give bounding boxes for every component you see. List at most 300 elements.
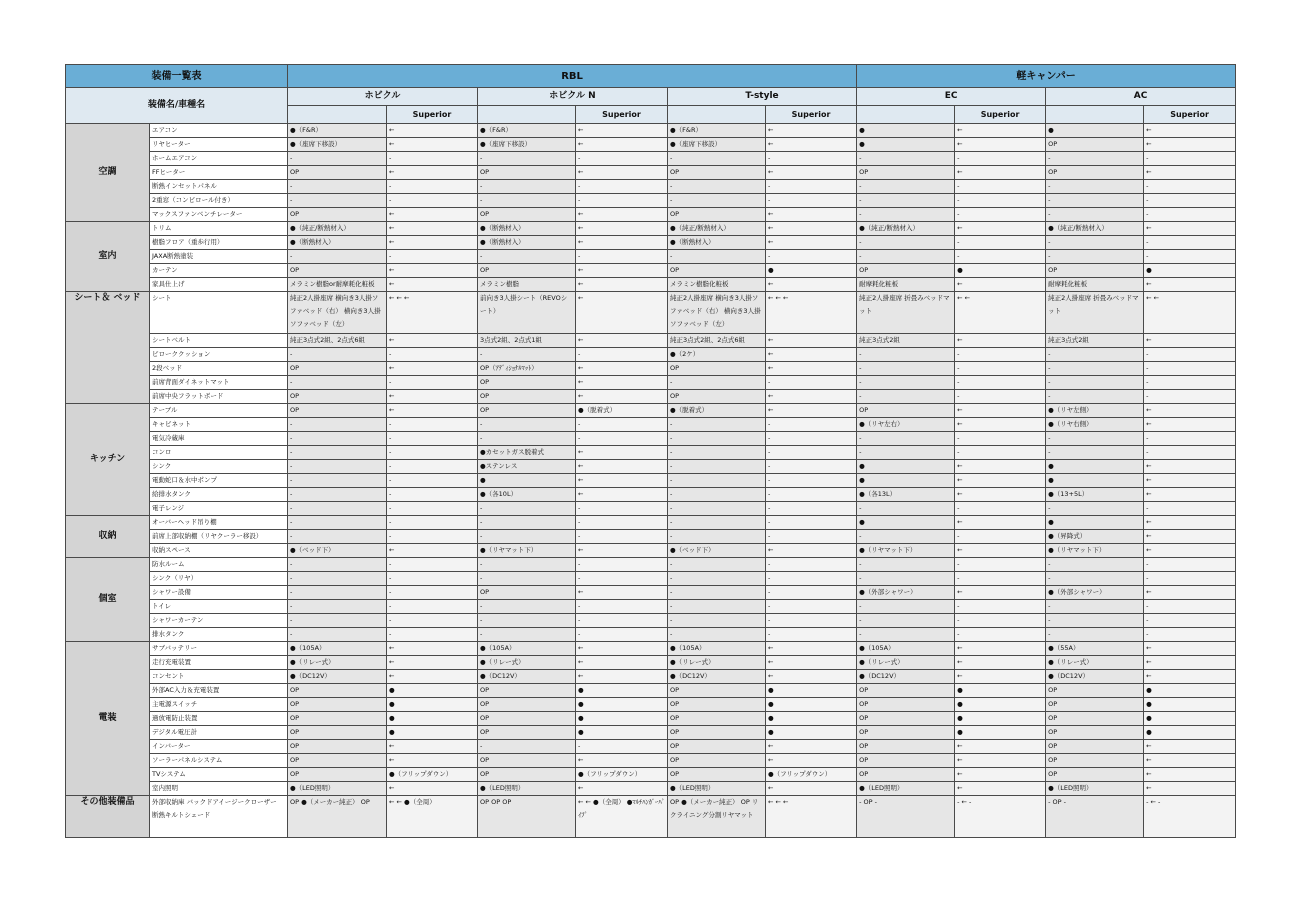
value-cell: - xyxy=(955,362,1046,376)
std-spacer xyxy=(1046,106,1144,124)
value-cell: - xyxy=(1046,390,1144,404)
value-cell: ●（105A） xyxy=(288,642,387,656)
value-cell: ●（F&R） xyxy=(668,124,766,138)
value-cell: OP xyxy=(288,362,387,376)
value-cell: - xyxy=(766,530,857,544)
category-label: キッチン xyxy=(66,404,150,516)
value-cell: ●（フリップダウン） xyxy=(766,768,857,782)
table-row xyxy=(66,376,1236,390)
table-row xyxy=(66,726,1236,740)
value-cell: OP xyxy=(1046,726,1144,740)
superior-header: Superior xyxy=(955,106,1046,124)
table-row xyxy=(66,418,1236,432)
value-cell: ← xyxy=(387,740,478,754)
item-name: キャビネット xyxy=(150,418,288,432)
table-row xyxy=(66,166,1236,180)
item-name: 樹脂フロア（重歩行用） xyxy=(150,236,288,250)
value-cell: ● xyxy=(1046,460,1144,474)
value-cell: ●（純正/断熱材入） xyxy=(857,222,955,236)
value-cell: ●（LED照明） xyxy=(478,782,576,796)
value-cell: ●カセットガス脱着式 xyxy=(478,446,576,460)
value-cell: ●（脱着式） xyxy=(576,404,668,418)
value-cell: OP xyxy=(668,166,766,180)
value-cell: - xyxy=(1144,362,1236,376)
value-cell: ← xyxy=(955,460,1046,474)
value-cell: ● xyxy=(478,474,576,488)
value-cell: ← xyxy=(766,124,857,138)
value-cell: - xyxy=(387,516,478,530)
value-cell: - xyxy=(668,180,766,194)
value-cell: - xyxy=(576,194,668,208)
table-row xyxy=(66,446,1236,460)
value-cell: ← xyxy=(766,166,857,180)
value-cell: 純正3点式2組 xyxy=(857,334,955,348)
value-cell: - xyxy=(1144,376,1236,390)
value-cell: ● xyxy=(857,516,955,530)
value-cell: OP xyxy=(857,264,955,278)
value-cell: - xyxy=(857,600,955,614)
value-cell: OP xyxy=(288,684,387,698)
value-cell: - xyxy=(1144,236,1236,250)
value-cell: 純正2人掛座席 折畳みベッドマット xyxy=(1046,292,1144,334)
value-cell: ← xyxy=(955,642,1046,656)
value-cell: - xyxy=(478,180,576,194)
value-cell: ← xyxy=(955,334,1046,348)
value-cell: ← xyxy=(766,362,857,376)
value-cell: ● xyxy=(1144,726,1236,740)
value-cell: - xyxy=(387,600,478,614)
value-cell: ●（DC12V） xyxy=(668,670,766,684)
table-row xyxy=(66,544,1236,558)
item-name: ホームエアコン xyxy=(150,152,288,166)
value-cell: OP xyxy=(668,712,766,726)
value-cell: - xyxy=(1046,628,1144,642)
table-row xyxy=(66,670,1236,684)
value-cell: - xyxy=(766,250,857,264)
name-label-header: 装備名/車種名 xyxy=(66,88,288,124)
value-cell: - xyxy=(668,460,766,474)
value-cell: - xyxy=(478,194,576,208)
value-cell: - xyxy=(1046,208,1144,222)
value-cell: - OP - xyxy=(1046,796,1144,838)
value-cell: - xyxy=(668,488,766,502)
value-cell: ← xyxy=(955,124,1046,138)
value-cell: - xyxy=(288,600,387,614)
value-cell: - xyxy=(668,418,766,432)
value-cell: - xyxy=(668,194,766,208)
value-cell: ← xyxy=(766,544,857,558)
value-cell: - xyxy=(766,418,857,432)
value-cell: - xyxy=(387,502,478,516)
value-cell: ● xyxy=(955,726,1046,740)
value-cell: - xyxy=(668,250,766,264)
value-cell: ●（DC12V） xyxy=(1046,670,1144,684)
value-cell: ●（リレー式） xyxy=(857,656,955,670)
value-cell: ← xyxy=(1144,222,1236,236)
value-cell: OP xyxy=(668,698,766,712)
item-name: JAXA断熱塗装 xyxy=(150,250,288,264)
value-cell: ← xyxy=(576,656,668,670)
value-cell: ← xyxy=(955,488,1046,502)
value-cell: OP xyxy=(288,264,387,278)
item-name: 過放電防止装置 xyxy=(150,712,288,726)
value-cell: OP xyxy=(478,698,576,712)
value-cell: - xyxy=(387,194,478,208)
value-cell: 純正2人掛座席 折畳みベッドマット xyxy=(857,292,955,334)
value-cell: - xyxy=(576,628,668,642)
table-row xyxy=(66,390,1236,404)
value-cell: - xyxy=(857,152,955,166)
value-cell: ← xyxy=(766,754,857,768)
value-cell: ● xyxy=(576,698,668,712)
value-cell: ← xyxy=(1144,166,1236,180)
value-cell: ← xyxy=(576,376,668,390)
value-cell: ← xyxy=(387,656,478,670)
value-cell: - xyxy=(857,558,955,572)
value-cell: ← xyxy=(576,474,668,488)
value-cell: ●（脱着式） xyxy=(668,404,766,418)
value-cell: ← xyxy=(1144,754,1236,768)
value-cell: ●（2ケ） xyxy=(668,348,766,362)
value-cell: - xyxy=(478,740,576,754)
value-cell: - xyxy=(288,516,387,530)
category-label: 電装 xyxy=(66,642,150,796)
value-cell: ●（105A） xyxy=(478,642,576,656)
value-cell: OP xyxy=(478,166,576,180)
value-cell: - xyxy=(955,236,1046,250)
value-cell: - xyxy=(955,208,1046,222)
value-cell: ●（LED照明） xyxy=(857,782,955,796)
value-cell: ← xyxy=(1144,740,1236,754)
item-name: 給排水タンク xyxy=(150,488,288,502)
value-cell: ●（13+5L） xyxy=(1046,488,1144,502)
value-cell: OP xyxy=(668,208,766,222)
value-cell: ●（断熱材入） xyxy=(478,222,576,236)
table-row xyxy=(66,222,1236,236)
value-cell: OP xyxy=(1046,264,1144,278)
value-cell: OP xyxy=(478,684,576,698)
value-cell: - xyxy=(387,572,478,586)
value-cell: - xyxy=(288,432,387,446)
value-cell: 純正3点式2組、2点式6組 xyxy=(288,334,387,348)
value-cell: ● xyxy=(387,698,478,712)
table-row xyxy=(66,768,1236,782)
value-cell: ← xyxy=(576,754,668,768)
category-label: 室内 xyxy=(66,222,150,292)
value-cell: ← xyxy=(955,222,1046,236)
value-cell: OP xyxy=(288,726,387,740)
item-name: 前席上部収納棚（リヤクーラー移設） xyxy=(150,530,288,544)
value-cell: OP xyxy=(668,684,766,698)
value-cell: - xyxy=(288,250,387,264)
value-cell: ← xyxy=(1144,586,1236,600)
table-row xyxy=(66,600,1236,614)
value-cell: ●（リヤ左右） xyxy=(857,418,955,432)
value-cell: - xyxy=(766,376,857,390)
std-spacer xyxy=(288,106,387,124)
value-cell: - xyxy=(955,152,1046,166)
value-cell: OP xyxy=(288,740,387,754)
value-cell: - xyxy=(857,194,955,208)
value-cell: - xyxy=(1144,614,1236,628)
value-cell: - xyxy=(955,572,1046,586)
value-cell: - xyxy=(1144,432,1236,446)
value-cell: - xyxy=(576,250,668,264)
value-cell: ← xyxy=(1144,488,1236,502)
value-cell: OP xyxy=(478,390,576,404)
table-row xyxy=(66,488,1236,502)
value-cell: 純正2人掛座席 横向き3人掛ソファベッド（右） 横向き3人掛ソファベッド（左） xyxy=(668,292,766,334)
value-cell: OP xyxy=(478,404,576,418)
value-cell: - xyxy=(1046,558,1144,572)
table-row xyxy=(66,124,1236,138)
value-cell: - xyxy=(857,432,955,446)
value-cell: - xyxy=(955,432,1046,446)
value-cell: ● xyxy=(857,474,955,488)
value-cell: OP xyxy=(857,404,955,418)
value-cell: - xyxy=(857,208,955,222)
value-cell: OP xyxy=(478,586,576,600)
table-row xyxy=(66,404,1236,418)
value-cell: OP xyxy=(668,768,766,782)
value-cell: - xyxy=(478,614,576,628)
item-name: 主電源スイッチ xyxy=(150,698,288,712)
value-cell: - xyxy=(857,572,955,586)
value-cell: ← xyxy=(766,138,857,152)
table-row xyxy=(66,278,1236,292)
item-name: 電気冷蔵庫 xyxy=(150,432,288,446)
value-cell: ● xyxy=(1046,124,1144,138)
value-cell: ●（断熱材入） xyxy=(288,236,387,250)
value-cell: - xyxy=(668,474,766,488)
value-cell: OP xyxy=(478,768,576,782)
value-cell: ●（リレー式） xyxy=(668,656,766,670)
value-cell: - xyxy=(387,376,478,390)
value-cell: ← xyxy=(955,166,1046,180)
value-cell: - xyxy=(955,390,1046,404)
value-cell: - xyxy=(857,390,955,404)
group-header-rbl: RBL xyxy=(288,65,857,88)
value-cell: - xyxy=(576,152,668,166)
value-cell: - xyxy=(857,614,955,628)
superior-header: Superior xyxy=(576,106,668,124)
value-cell: ← xyxy=(955,278,1046,292)
value-cell: - xyxy=(1144,348,1236,362)
value-cell: - ← - xyxy=(955,796,1046,838)
category-label: 個室 xyxy=(66,558,150,642)
value-cell: ●（外部シャワー） xyxy=(857,586,955,600)
value-cell: - xyxy=(668,152,766,166)
model-header: ホビクル N xyxy=(478,88,668,106)
value-cell: ● xyxy=(857,138,955,152)
value-cell: OP xyxy=(1046,684,1144,698)
value-cell: ●（LED照明） xyxy=(1046,782,1144,796)
value-cell: ← xyxy=(576,460,668,474)
value-cell: - xyxy=(288,348,387,362)
value-cell: ← xyxy=(1144,474,1236,488)
category-label: 収納 xyxy=(66,516,150,558)
value-cell: ●（各10L） xyxy=(478,488,576,502)
value-cell: OP xyxy=(857,698,955,712)
value-cell: - xyxy=(766,516,857,530)
item-name: エアコン xyxy=(150,124,288,138)
value-cell: ← xyxy=(576,208,668,222)
value-cell: ● xyxy=(387,712,478,726)
value-cell: ●（リヤマット下） xyxy=(1046,544,1144,558)
table-row xyxy=(66,292,1236,334)
model-header: T-style xyxy=(668,88,857,106)
value-cell: OP xyxy=(668,740,766,754)
value-cell: ●（ベッド下） xyxy=(288,544,387,558)
value-cell: ← xyxy=(1144,544,1236,558)
value-cell: ● xyxy=(766,726,857,740)
value-cell: ●（各13L） xyxy=(857,488,955,502)
value-cell: - xyxy=(387,586,478,600)
value-cell: OP xyxy=(288,390,387,404)
value-cell: OP xyxy=(288,208,387,222)
value-cell: ●（DC12V） xyxy=(857,670,955,684)
std-spacer xyxy=(478,106,576,124)
value-cell: OP xyxy=(857,740,955,754)
table-row xyxy=(66,152,1236,166)
group-header-kei: 軽キャンパー xyxy=(857,65,1236,88)
value-cell: OP xyxy=(478,754,576,768)
value-cell: - xyxy=(1046,236,1144,250)
value-cell: ●（リレー式） xyxy=(478,656,576,670)
value-cell: - xyxy=(955,180,1046,194)
value-cell: - xyxy=(955,502,1046,516)
item-name: シンク xyxy=(150,460,288,474)
value-cell: - xyxy=(857,628,955,642)
value-cell: - xyxy=(668,614,766,628)
value-cell: ●（F&R） xyxy=(288,124,387,138)
table-title: 装備一覧表 xyxy=(66,65,288,88)
value-cell: ●（座席下移設） xyxy=(288,138,387,152)
item-name: FFヒーター xyxy=(150,166,288,180)
item-name: テーブル xyxy=(150,404,288,418)
value-cell: - xyxy=(1144,152,1236,166)
item-name: 防水ルーム xyxy=(150,558,288,572)
value-cell: OP xyxy=(1046,698,1144,712)
value-cell: 純正2人掛座席 横向き3人掛ソファベッド（右） 横向き3人掛ソファベッド（左） xyxy=(288,292,387,334)
item-name: マックスファンベンチレーター xyxy=(150,208,288,222)
value-cell: - xyxy=(478,600,576,614)
value-cell: 3点式2組、2点式1組 xyxy=(478,334,576,348)
value-cell: OP xyxy=(288,768,387,782)
value-cell: ← xyxy=(387,642,478,656)
value-cell: ●（リレー式） xyxy=(288,656,387,670)
value-cell: ← xyxy=(1144,670,1236,684)
value-cell: - xyxy=(478,572,576,586)
value-cell: - xyxy=(288,152,387,166)
value-cell: - xyxy=(668,628,766,642)
value-cell: ● xyxy=(857,124,955,138)
value-cell: - xyxy=(766,614,857,628)
value-cell: - xyxy=(387,432,478,446)
value-cell: ●（フリップダウン） xyxy=(387,768,478,782)
item-name: 走行充電装置 xyxy=(150,656,288,670)
value-cell: ● xyxy=(1046,516,1144,530)
value-cell: - xyxy=(668,530,766,544)
value-cell: - xyxy=(1144,180,1236,194)
superior-header: Superior xyxy=(387,106,478,124)
value-cell: - xyxy=(576,600,668,614)
value-cell: メラミン樹脂化粧板 xyxy=(668,278,766,292)
value-cell: OP xyxy=(288,754,387,768)
value-cell: ← xyxy=(387,138,478,152)
value-cell: ●（リヤマット下） xyxy=(857,544,955,558)
value-cell: - xyxy=(288,488,387,502)
value-cell: ← xyxy=(576,488,668,502)
table-row xyxy=(66,684,1236,698)
category-label: その他装備品 xyxy=(66,796,150,838)
value-cell: ● xyxy=(576,684,668,698)
value-cell: OP xyxy=(288,166,387,180)
value-cell: ●（LED照明） xyxy=(288,782,387,796)
value-cell: - OP - xyxy=(857,796,955,838)
value-cell: - xyxy=(766,572,857,586)
value-cell: ← xyxy=(766,236,857,250)
value-cell: ● xyxy=(576,726,668,740)
value-cell: - xyxy=(1046,446,1144,460)
value-cell: 耐摩耗化粧板 xyxy=(1046,278,1144,292)
item-name: シャワーカーテン xyxy=(150,614,288,628)
value-cell: - xyxy=(1046,152,1144,166)
value-cell: - xyxy=(1046,348,1144,362)
item-name: シートベルト xyxy=(150,334,288,348)
table-row xyxy=(66,250,1236,264)
value-cell: - xyxy=(857,250,955,264)
table-row xyxy=(66,516,1236,530)
value-cell: - xyxy=(1046,614,1144,628)
table-row xyxy=(66,348,1236,362)
value-cell: ← xyxy=(955,782,1046,796)
item-name: オーバーヘッド吊り棚 xyxy=(150,516,288,530)
item-name: 電子レンジ xyxy=(150,502,288,516)
value-cell: ● xyxy=(1144,712,1236,726)
model-header: EC xyxy=(857,88,1046,106)
item-name: コンセント xyxy=(150,670,288,684)
value-cell: メラミン樹脂or耐摩耗化粧板 xyxy=(288,278,387,292)
value-cell: - xyxy=(576,418,668,432)
value-cell: ← xyxy=(387,166,478,180)
value-cell: ● xyxy=(1144,698,1236,712)
value-cell: - xyxy=(1046,572,1144,586)
item-name: 外部AC入力＆充電装置 xyxy=(150,684,288,698)
value-cell: ← xyxy=(955,670,1046,684)
value-cell: ● xyxy=(955,712,1046,726)
superior-header: Superior xyxy=(1144,106,1236,124)
item-name: デジタル電圧計 xyxy=(150,726,288,740)
std-spacer xyxy=(668,106,766,124)
value-cell: - xyxy=(668,558,766,572)
value-cell: - xyxy=(668,502,766,516)
value-cell: - xyxy=(1144,600,1236,614)
value-cell: ← xyxy=(766,404,857,418)
value-cell: ●（座席下移設） xyxy=(668,138,766,152)
item-name: 家具仕上げ xyxy=(150,278,288,292)
value-cell: 前向き3人掛シート（REVOシート） xyxy=(478,292,576,334)
superior-header: Superior xyxy=(766,106,857,124)
value-cell: - xyxy=(387,418,478,432)
value-cell: ← xyxy=(955,656,1046,670)
value-cell: - xyxy=(1144,572,1236,586)
value-cell: ← xyxy=(576,782,668,796)
value-cell: OP xyxy=(668,726,766,740)
value-cell: - xyxy=(576,502,668,516)
value-cell: ●（リレー式） xyxy=(1046,656,1144,670)
value-cell: - xyxy=(668,572,766,586)
